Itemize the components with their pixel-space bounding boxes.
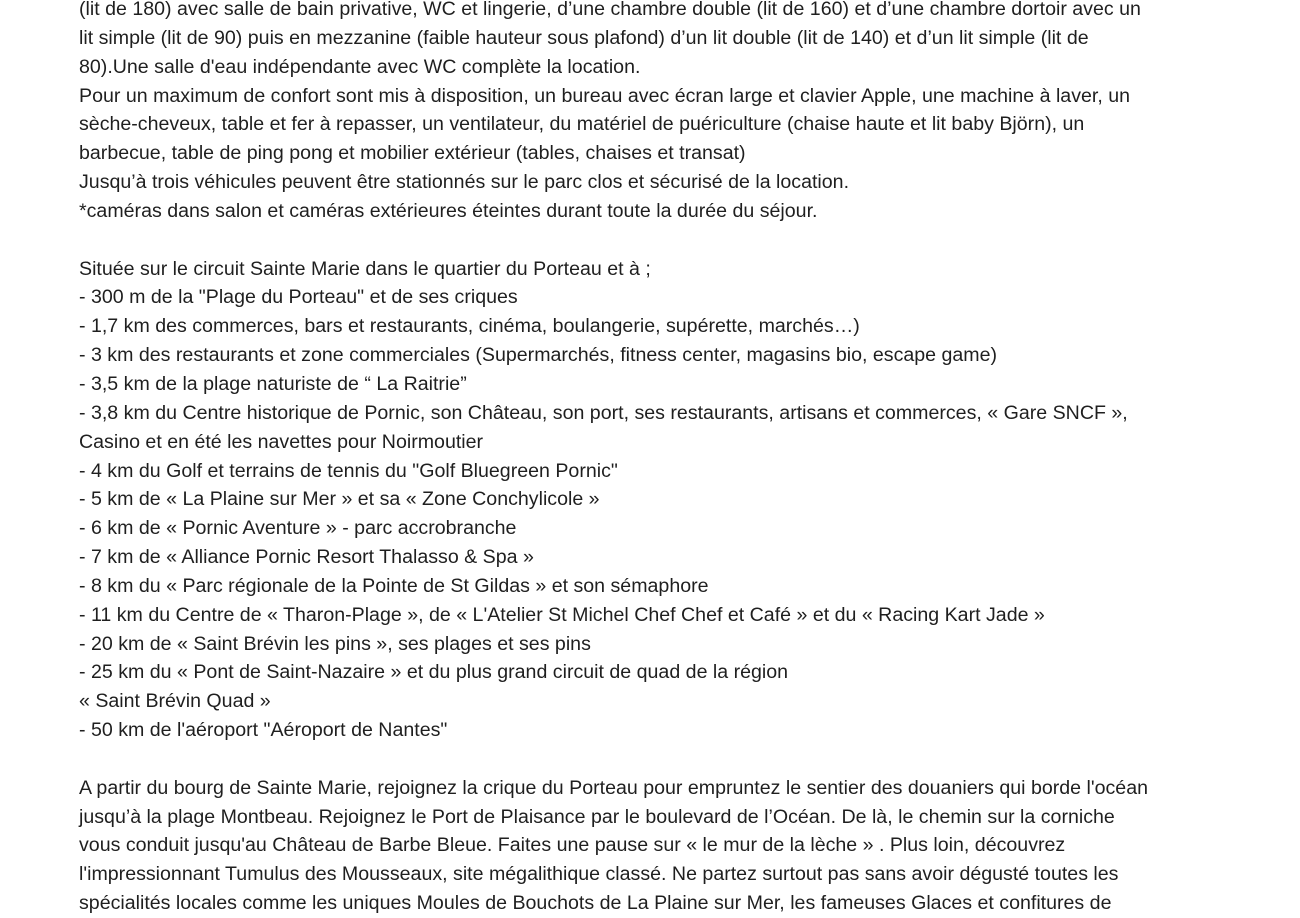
list-item: - 6 km de « Pornic Aventure » - parc accrobranche: [79, 517, 517, 540]
text-line: vous conduit jusqu'au Château de Barbe Bleue. Faites une pause sur « le mur de la lèche » . Plus loin, découvrez: [79, 834, 1066, 857]
text-line: *caméras dans salon et caméras extérieures éteintes durant toute la durée du séjour.: [79, 199, 818, 222]
document-body: [79, 0, 1239, 918]
text-line: Pour un maximum de confort sont mis à disposition, un bureau avec écran large et clavier Apple, une machine à laver, un: [79, 84, 1131, 107]
list-item: - 50 km de l'aéroport "Aéroport de Nantes": [79, 719, 448, 742]
paragraph-spacer: [79, 226, 1239, 255]
list-item: - 8 km du « Parc régionale de la Pointe de St Gildas » et son sémaphore: [79, 574, 709, 597]
list-item: - 5 km de « La Plaine sur Mer » et sa « Zone Conchylicole »: [79, 488, 600, 511]
text-line: 80).Une salle d'eau indépendante avec WC complète la location.: [79, 55, 641, 78]
list-item-continuation: « Saint Brévin Quad »: [79, 690, 271, 713]
paragraph-spacer: [79, 745, 1239, 774]
list-item: - 11 km du Centre de « Tharon-Plage », de « L'Atelier St Michel Chef Chef et Café » et du « Racing Kart Jade »: [79, 603, 1045, 626]
description-paragraph: [79, 0, 1239, 226]
list-item: - 25 km du « Pont de Saint-Nazaire » et du plus grand circuit de quad de la région: [79, 661, 789, 684]
list-item: - 300 m de la "Plage du Porteau" et de ses criques: [79, 286, 518, 309]
text-line: A partir du bourg de Sainte Marie, rejoignez la crique du Porteau pour empruntez le sentier des douaniers qui borde l'océan: [79, 776, 1148, 799]
list-item: - 20 km de « Saint Brévin les pins », ses plages et ses pins: [79, 632, 591, 655]
list-item: - 7 km de « Alliance Pornic Resort Thalasso & Spa »: [79, 546, 534, 569]
list-item: - 3,8 km du Centre historique de Pornic, son Château, son port, ses restaurants, artisans et commerces, « Gare SNCF »,: [79, 401, 1128, 424]
list-item-continuation: Casino et en été les navettes pour Noirmoutier: [79, 430, 484, 453]
text-line: (lit de 180) avec salle de bain privative, WC et lingerie, d’une chambre double (lit de 160) et d’une chambre dortoir avec un: [79, 0, 1141, 20]
text-line: l'impressionnant Tumulus des Mousseaux, site mégalithique classé. Ne partez surtout pas sans avoir dégusté toutes les: [79, 863, 1119, 886]
list-item: - 4 km du Golf et terrains de tennis du "Golf Bluegreen Pornic": [79, 459, 618, 482]
text-line: barbecue, table de ping pong et mobilier extérieur (tables, chaises et transat): [79, 142, 746, 165]
text-line: spécialités locales comme les uniques Moules de Bouchots de La Plaine sur Mer, les fameuses Glaces et confitures de: [79, 892, 1112, 915]
text-line: lit simple (lit de 90) puis en mezzanine (faible hauteur sous plafond) d’un lit double (lit de 140) et d’un lit simple (lit de: [79, 26, 1089, 49]
list-item: - 3 km des restaurants et zone commerciales (Supermarchés, fitness center, magasins bio, escape game): [79, 344, 998, 367]
text-line: jusqu’à la plage Montbeau. Rejoignez le Port de Plaisance par le boulevard de l’Océan. De là, le chemin sur la corniche: [79, 805, 1115, 828]
list-item: - 3,5 km de la plage naturiste de “ La Raitrie”: [79, 372, 467, 395]
walk-paragraph: [79, 774, 1239, 918]
text-line: Jusqu’à trois véhicules peuvent être stationnés sur le parc clos et sécurisé de la location.: [79, 171, 850, 194]
location-intro: Située sur le circuit Sainte Marie dans le quartier du Porteau et à ;: [79, 257, 651, 280]
list-item: - 1,7 km des commerces, bars et restaurants, cinéma, boulangerie, supérette, marchés…): [79, 315, 860, 338]
location-list: [79, 255, 1239, 745]
text-line: sèche-cheveux, table et fer à repasser, un ventilateur, du matériel de puériculture (chaise haute et lit baby Björn), un: [79, 113, 1085, 136]
